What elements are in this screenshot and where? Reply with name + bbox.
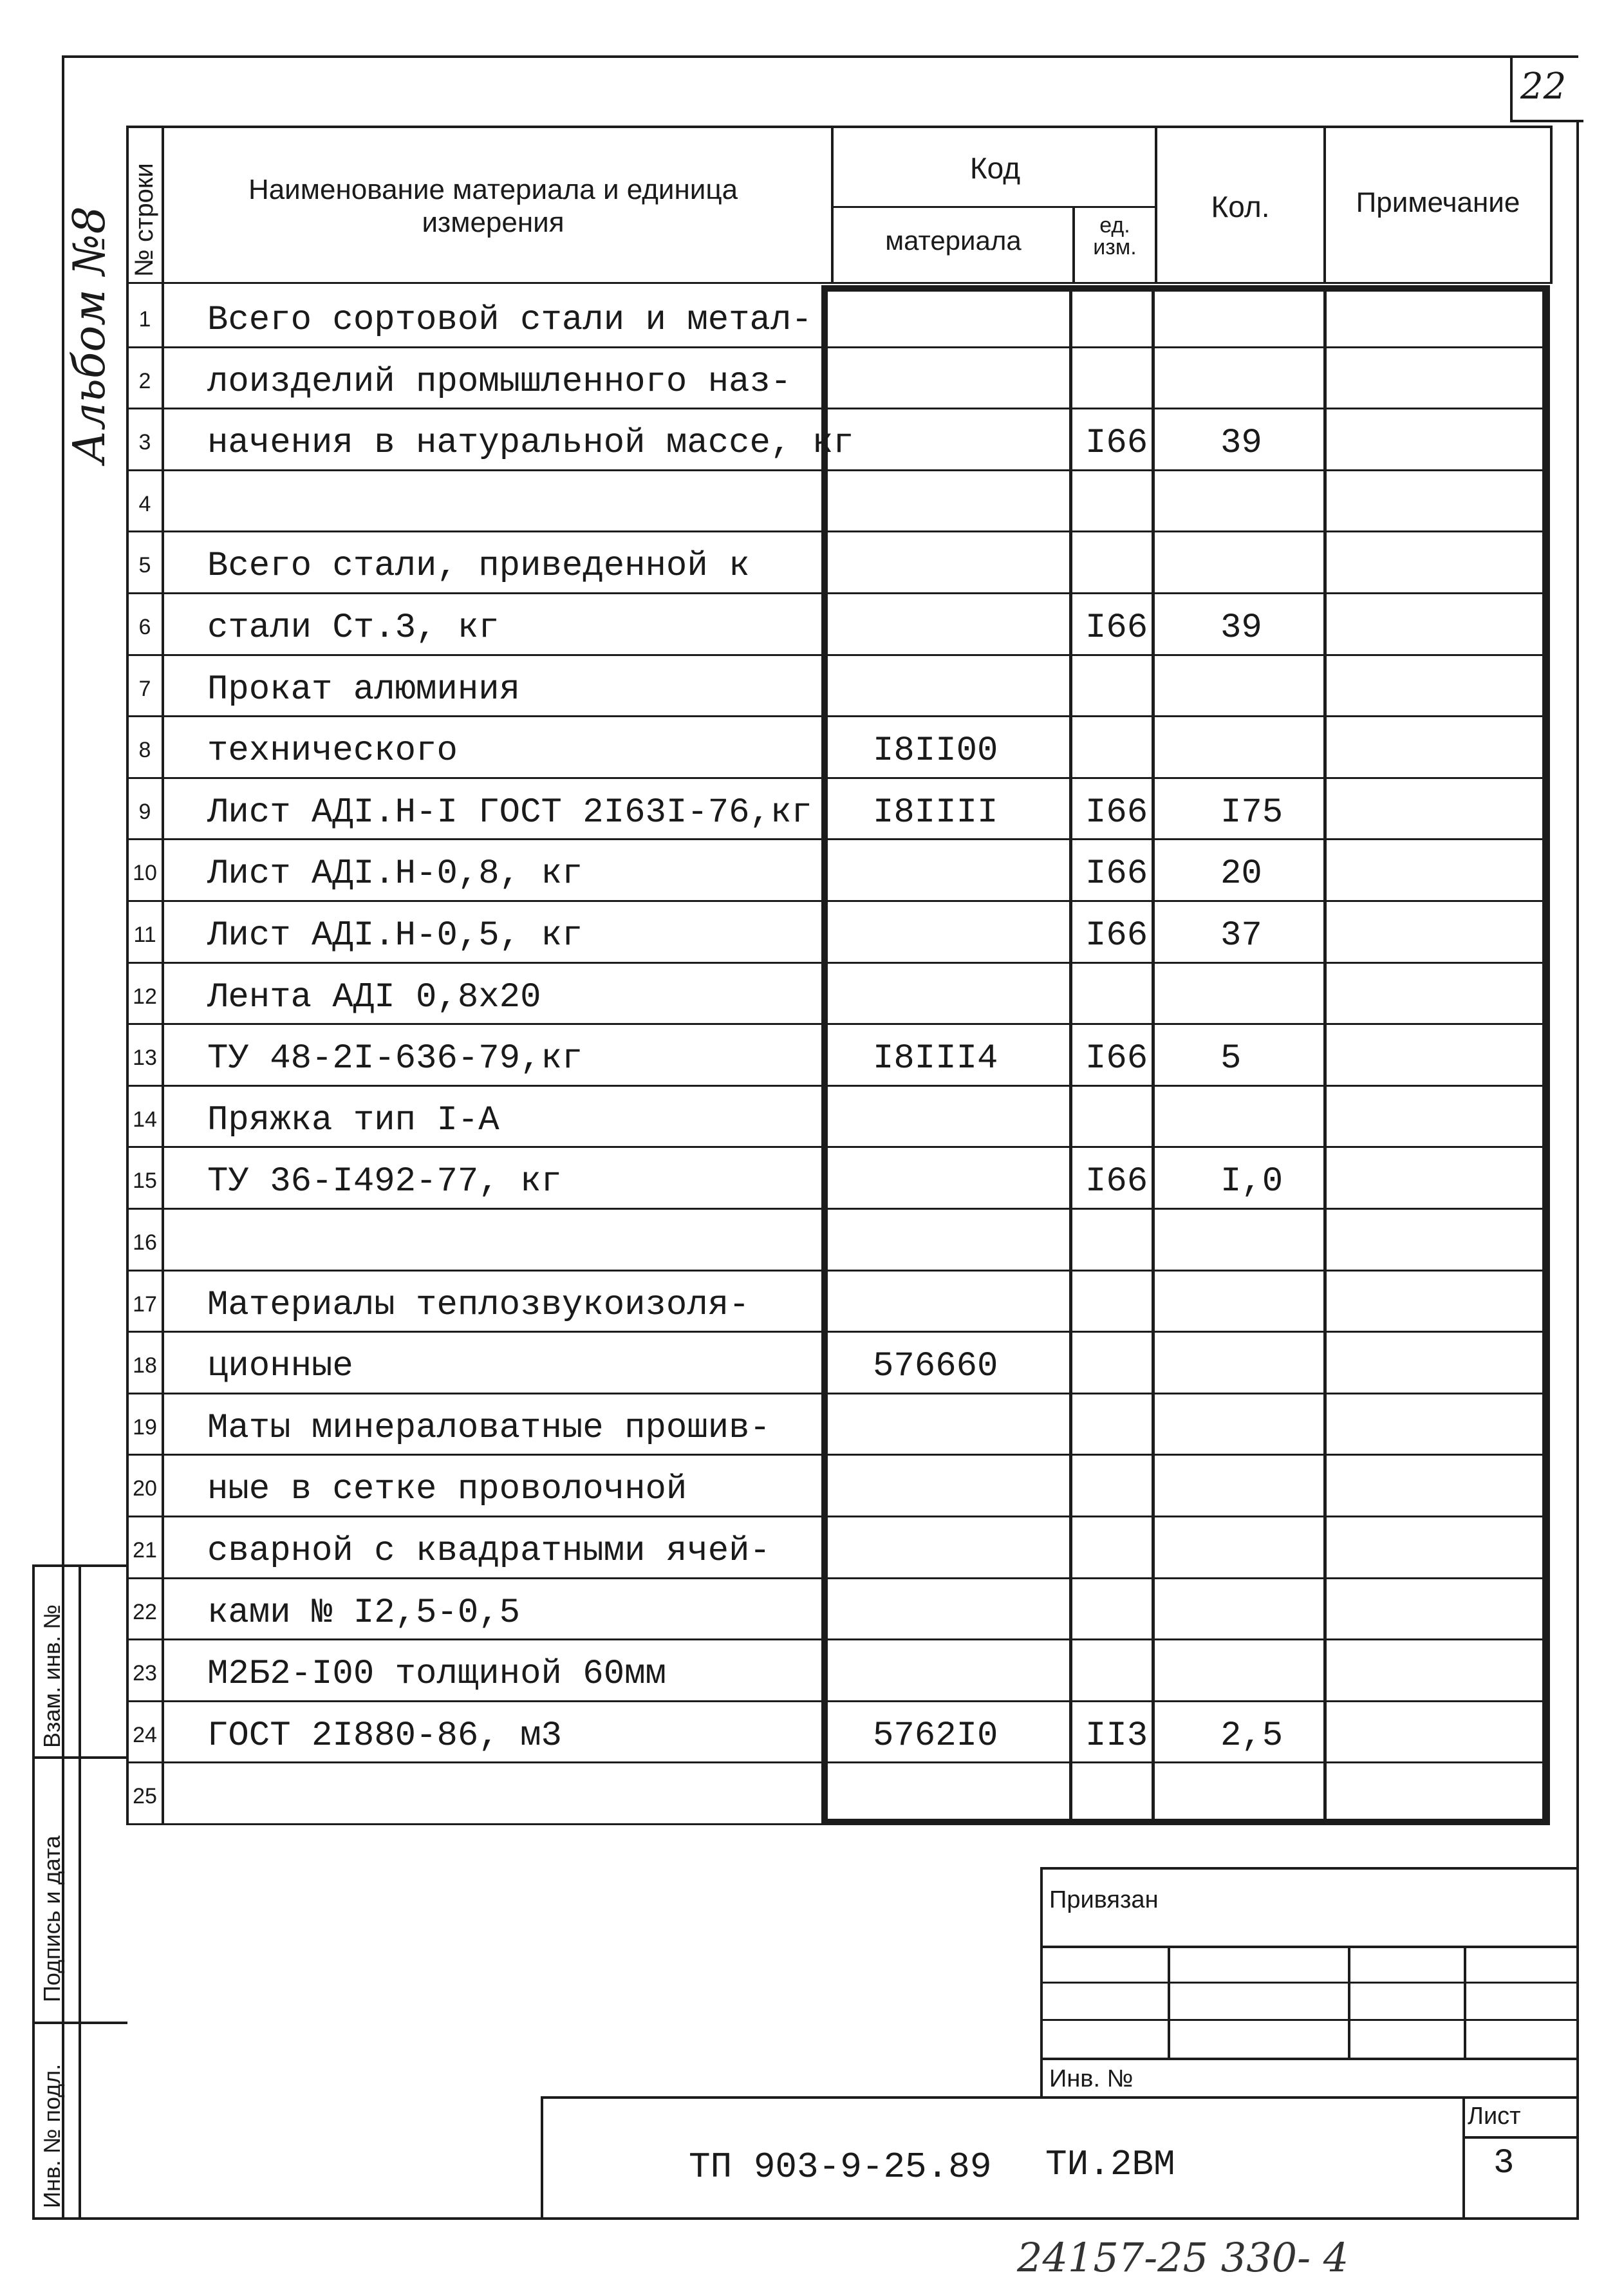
row-code-unit: I66 [1085, 854, 1148, 894]
table-row [126, 532, 1553, 594]
row-name: ТУ 48-2I-636-79,кг [207, 1039, 583, 1079]
stamp-list-label: Лист [1468, 2103, 1521, 2130]
row-code-unit: I66 [1085, 608, 1148, 648]
row-number: 23 [133, 1661, 157, 1686]
frame-top-line [64, 55, 1578, 58]
table-row [126, 1210, 1553, 1272]
sheet-number: 22 [1520, 66, 1567, 108]
row-name: ные в сетке проволочной [207, 1470, 687, 1510]
row-name: начения в натуральной массе, кг [207, 424, 854, 464]
table-row [126, 1763, 1553, 1825]
row-name: ГОСТ 2I880-86, м3 [207, 1716, 562, 1756]
table-row [126, 1517, 1553, 1579]
table-row [126, 1025, 1553, 1087]
row-number: 18 [133, 1353, 157, 1378]
row-code-material: I8III4 [873, 1039, 998, 1079]
row-number: 4 [138, 491, 151, 516]
table-row [126, 409, 1553, 471]
header-name: Наименование материала и единица измерения [248, 174, 738, 238]
row-name: Прокат алюминия [207, 670, 521, 709]
table-row [126, 840, 1553, 902]
table-row [126, 348, 1553, 410]
table-row [126, 1456, 1553, 1517]
row-number: 20 [133, 1476, 157, 1501]
row-code-unit: I66 [1085, 424, 1148, 464]
row-name: Пряжка тип I-А [207, 1100, 499, 1140]
row-number: 3 [138, 430, 151, 455]
row-qty: 39 [1220, 608, 1262, 648]
row-name: Всего стали, приведенной к [207, 547, 750, 587]
row-name: М2Б2-I00 толщиной 60мм [207, 1655, 666, 1694]
row-code-material: I8II00 [873, 731, 998, 771]
table-row [126, 594, 1553, 656]
row-number: 17 [133, 1291, 157, 1317]
row-number: 21 [133, 1538, 157, 1563]
row-number: 13 [133, 1046, 157, 1071]
row-qty: 5 [1220, 1039, 1242, 1079]
row-code-material: 5762I0 [873, 1716, 998, 1756]
stamp-privyazan: Привязан [1049, 1886, 1159, 1913]
header-qty: Кол. [1211, 190, 1270, 223]
header-code: Код [969, 151, 1021, 185]
row-code-unit: I66 [1085, 916, 1148, 955]
row-number: 24 [133, 1722, 157, 1747]
row-qty: 20 [1220, 854, 1262, 894]
row-number: 15 [133, 1169, 157, 1194]
row-name: технического [207, 731, 458, 771]
table-row [126, 1579, 1553, 1641]
bottom-scribble: 24157-25 330- 4 [1017, 2234, 1349, 2281]
row-qty: I75 [1220, 793, 1283, 832]
table-row [126, 471, 1553, 533]
row-number: 19 [133, 1414, 157, 1440]
stamp-inv-no: Инв. № [1049, 2065, 1134, 2092]
row-number: 12 [133, 984, 157, 1009]
row-name: Лист АДI.Н-I ГОСТ 2I63I-76,кг [207, 793, 812, 832]
row-name: Материалы теплозвукоизоля- [207, 1285, 750, 1325]
row-number: 16 [133, 1230, 157, 1255]
row-code-material: 576660 [873, 1347, 998, 1387]
label-inv-podl: Инв. № подл. [39, 2063, 65, 2208]
row-name: Маты минераловатные прошив- [207, 1408, 770, 1448]
table-row [126, 1702, 1553, 1764]
row-name: стали Ст.3, кг [207, 608, 499, 648]
row-code-unit: I66 [1085, 793, 1148, 832]
header-note: Примечание [1356, 187, 1520, 218]
label-vzam-inv: Взам. инв. № [39, 1604, 65, 1748]
row-name: ками № I2,5-0,5 [207, 1593, 521, 1633]
table-row [126, 656, 1553, 718]
row-number: 1 [138, 307, 151, 332]
row-name: Лист АДI.Н-0,8, кг [207, 854, 583, 894]
row-name: Лист АДI.Н-0,5, кг [207, 916, 583, 955]
row-number: 6 [138, 615, 151, 639]
table-row [126, 1087, 1553, 1149]
row-number: 2 [138, 368, 151, 393]
materials-table [126, 126, 1553, 1825]
row-number: 25 [133, 1784, 157, 1809]
row-number: 22 [133, 1599, 157, 1624]
table-row [126, 717, 1553, 779]
row-number: 7 [138, 676, 151, 701]
table-row [126, 1148, 1553, 1210]
row-code-unit: I66 [1085, 1162, 1148, 1202]
header-code-material: материала [885, 225, 1022, 256]
row-name: Всего сортовой стали и метал- [207, 301, 812, 340]
stamp-doc-code: ТП 903-9-25.89 [689, 2146, 992, 2188]
stamp-doc-suffix: ТИ.2ВМ [1045, 2144, 1175, 2185]
table-row [126, 1394, 1553, 1456]
header-code-unit: ед. изм. [1093, 213, 1137, 259]
row-number: 9 [138, 799, 151, 824]
row-code-unit: I66 [1085, 1039, 1148, 1079]
table-row [126, 1333, 1553, 1394]
row-name: ТУ 36-I492-77, кг [207, 1162, 562, 1202]
row-code-material: I8IIII [873, 793, 998, 832]
stamp-list-value: 3 [1493, 2144, 1515, 2183]
row-qty: I,0 [1220, 1162, 1283, 1202]
row-number: 10 [133, 861, 157, 886]
row-qty: 39 [1220, 424, 1262, 464]
row-number: 14 [133, 1107, 157, 1132]
row-name: лоизделий промышленного наз- [207, 362, 792, 402]
album-note: Альбом №8 [64, 206, 115, 464]
table-row [126, 779, 1553, 841]
table-row [126, 1272, 1553, 1333]
row-number: 8 [138, 738, 151, 763]
row-name: Лента АДI 0,8х20 [207, 977, 541, 1017]
table-row [126, 964, 1553, 1026]
row-number: 11 [133, 923, 156, 947]
row-name: ционные [207, 1347, 353, 1387]
row-code-unit: II3 [1085, 1716, 1148, 1756]
table-row [126, 1640, 1553, 1702]
row-number: 5 [138, 553, 151, 578]
table-row [126, 902, 1553, 964]
row-qty: 37 [1220, 916, 1262, 955]
label-podpis-data: Подпись и дата [39, 1835, 65, 2002]
row-name: сварной с квадратными ячей- [207, 1532, 770, 1571]
row-qty: 2,5 [1220, 1716, 1283, 1756]
header-row-no: № строки [130, 163, 158, 277]
table-row [126, 286, 1553, 348]
